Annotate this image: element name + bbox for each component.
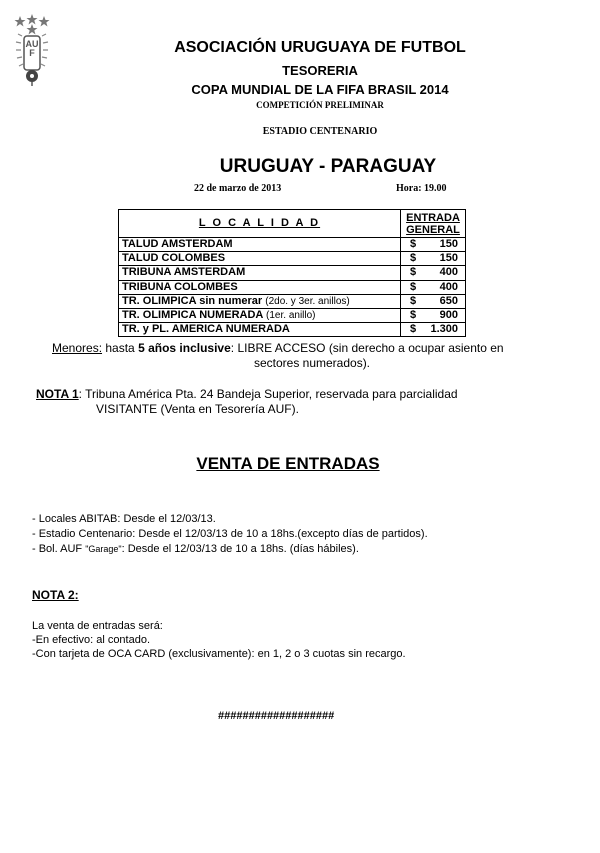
phase-title: COMPETICIÓN PRELIMINAR — [256, 100, 384, 110]
competition-title: COPA MUNDIAL DE LA FIFA BRASIL 2014 — [191, 82, 449, 97]
table-row — [119, 294, 466, 308]
match-title: URUGUAY - PARAGUAY — [219, 156, 437, 177]
auf-monogram: AUF — [25, 39, 39, 58]
row-price: 900 — [439, 309, 458, 322]
menores-note — [52, 341, 562, 371]
table-row — [119, 280, 466, 294]
nota1-label: NOTA 1 — [36, 387, 79, 401]
list-item: -Con tarjeta de OCA CARD (exclusivamente): en 1, 2 o 3 cuotas sin recargo. — [32, 648, 406, 660]
list-item: -En efectivo: al contado. — [32, 634, 151, 646]
nota1 — [36, 387, 556, 417]
row-name: TR. OLIMPICA NUMERADA — [122, 309, 263, 322]
row-price: 650 — [439, 294, 458, 307]
row-name: TALUD AMSTERDAM — [122, 238, 233, 251]
table-row — [119, 238, 466, 252]
table-row — [119, 323, 466, 337]
currency: $ — [410, 238, 417, 251]
dept-title: TESORERIA — [282, 63, 358, 78]
menores-line2: sectores numerados). — [253, 356, 371, 370]
currency: $ — [410, 294, 417, 307]
row-name: TR. y PL. AMERICA NUMERADA — [122, 323, 290, 336]
table-row — [119, 266, 466, 280]
nota2-title: NOTA 2: — [32, 588, 79, 602]
match-date: 22 de marzo de 2013 — [194, 183, 282, 194]
currency: $ — [410, 323, 417, 336]
currency: $ — [410, 252, 417, 265]
row-suffix: (2do. y 3er. anillos) — [265, 295, 350, 307]
row-name: TALUD COLOMBES — [122, 252, 226, 265]
nota1-line1: : Tribuna América Pta. 24 Bandeja Superior, reservada para parcialidad — [78, 387, 458, 401]
row-price: 400 — [439, 280, 458, 293]
stadium-title: ESTADIO CENTENARIO — [262, 126, 378, 137]
col-entrada-line2: GENERAL — [406, 223, 460, 236]
menores-rest: : LIBRE ACCESO (sin derecho a ocupar asiento en — [230, 341, 504, 355]
row-name: TRIBUNA AMSTERDAM — [122, 266, 246, 279]
sales-item-post: : Desde el 12/03/13 de 10 a 18hs. (días hábiles). — [121, 543, 359, 555]
menores-bold: 5 años inclusive — [138, 341, 231, 355]
list-item: - Locales ABITAB: Desde el 12/03/13. — [32, 513, 216, 525]
sales-item-pre: - Bol. AUF — [32, 543, 86, 555]
row-name: TRIBUNA COLOMBES — [122, 280, 238, 293]
row-price: 400 — [439, 266, 458, 279]
table-row — [119, 252, 466, 266]
col-entrada — [401, 210, 466, 238]
row-price: 150 — [439, 252, 458, 265]
payment-notes — [32, 619, 406, 661]
price-table — [118, 209, 466, 337]
menores-label: Menores: — [52, 341, 103, 355]
list-item: La venta de entradas será: — [32, 620, 163, 632]
menores-pre: hasta — [102, 341, 139, 355]
currency: $ — [410, 266, 417, 279]
venta-title: VENTA DE ENTRADAS — [196, 454, 380, 473]
row-price: 1.300 — [430, 323, 458, 336]
price-table-header — [119, 210, 466, 238]
sales-list — [32, 512, 428, 557]
org-title: ASOCIACIÓN URUGUAYA DE FUTBOL — [174, 39, 466, 56]
row-price: 150 — [439, 238, 458, 251]
table-row — [119, 308, 466, 322]
col-localidad: L O C A L I D A D — [119, 210, 401, 238]
currency: $ — [410, 280, 417, 293]
row-name: TR. OLIMPICA sin numerar — [122, 294, 263, 307]
match-time: Hora: 19.00 — [396, 183, 447, 194]
nota1-line2: VISITANTE (Venta en Tesorería AUF). — [96, 402, 299, 416]
currency: $ — [410, 309, 417, 322]
list-item: - Estadio Centenario: Desde el 12/03/13 de 10 a 18hs.(excepto días de partidos). — [32, 528, 428, 540]
col-entrada-line1: ENTRADA — [406, 211, 460, 224]
footer-hashes: ################### — [218, 710, 335, 722]
sales-item-small: "Garage" — [85, 544, 122, 554]
row-suffix: (1er. anillo) — [266, 310, 316, 322]
list-item — [32, 542, 428, 557]
